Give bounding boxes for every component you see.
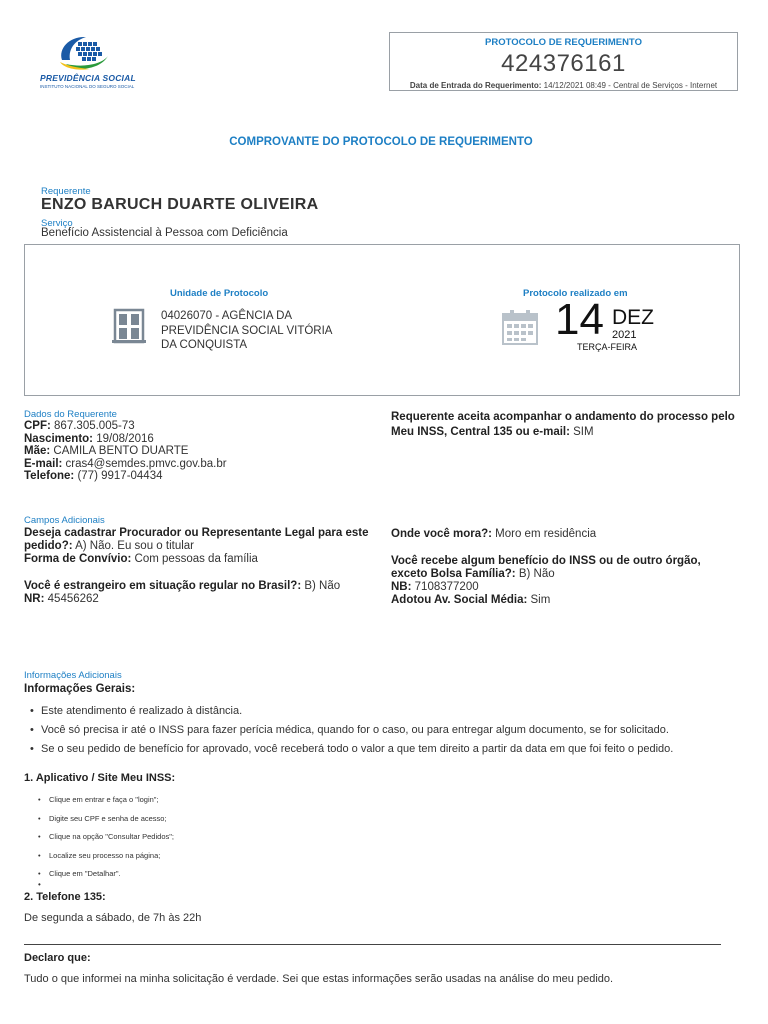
- q1-label: pedido?:: [24, 540, 73, 552]
- unit-label: Unidade de Protocolo: [170, 288, 269, 299]
- phone-label: Telefone:: [24, 470, 75, 482]
- extra-left-block: [24, 527, 369, 606]
- list-item: • Localize seu processo na página;: [36, 847, 174, 866]
- q1-line-2: [24, 540, 369, 553]
- q4-row: [24, 593, 369, 606]
- info-section: Informações Adicionais: [24, 670, 122, 681]
- app-info-label: 1. Aplicativo / Site Meu INSS:: [24, 772, 176, 784]
- building-icon: [112, 308, 146, 344]
- previdencia-emblem-icon: [56, 34, 112, 72]
- accepts-line-2: [391, 425, 735, 440]
- protocol-month: DEZ: [612, 306, 654, 329]
- protocol-date-label: Protocolo realizado em: [523, 288, 628, 299]
- requester-name: ENZO BARUCH DUARTE OLIVEIRA: [41, 196, 319, 213]
- declaration-text: Tudo o que informei na minha solicitação é verdade. Sei que estas informações serão usadas na análise do meu pedido.: [24, 973, 614, 985]
- email-value: cras4@semdes.pmvc.gov.ba.br: [62, 457, 227, 470]
- cpf-row: [24, 420, 227, 433]
- accepts-block: [391, 410, 735, 439]
- divider: [24, 944, 721, 945]
- q1-value: A) Não. Eu sou o titular: [72, 540, 194, 552]
- phone-row: [24, 470, 227, 483]
- protocol-label: PROTOCOLO DE REQUERIMENTO: [485, 37, 642, 48]
- calendar-icon: [501, 308, 539, 346]
- requester-data-section: Dados do Requerente: [24, 409, 117, 420]
- q6-value: B) Não: [515, 568, 555, 580]
- q3-label: Você é estrangeiro em situação regular no Brasil?:: [24, 580, 302, 592]
- entry-date: [390, 81, 737, 90]
- app-info-list: [36, 791, 174, 884]
- birth-row: [24, 433, 227, 446]
- mother-label: Mãe:: [24, 445, 51, 457]
- protocol-day: 14: [555, 295, 604, 344]
- unit-address: [161, 309, 332, 353]
- general-info-label: Informações Gerais:: [24, 683, 136, 695]
- q2-value: Com pessoas da família: [131, 553, 258, 565]
- email-label: E-mail:: [24, 457, 63, 470]
- q8-value: Sim: [527, 594, 551, 606]
- phone-info-label: 2. Telefone 135:: [24, 891, 106, 903]
- declaration-label: Declaro que:: [24, 952, 91, 964]
- page-title: COMPROVANTE DO PROTOCOLO DE REQUERIMENTO: [229, 136, 533, 148]
- q3-row: [24, 580, 369, 593]
- q7-label: NB:: [391, 581, 412, 593]
- q6-label: exceto Bolsa Família?:: [391, 568, 516, 580]
- accepts-label: Meu INSS, Central 135 ou e-mail:: [391, 425, 570, 438]
- birth-value: 19/08/2016: [93, 432, 154, 445]
- birth-label: Nascimento:: [24, 432, 94, 445]
- unit-line-2: PREVIDÊNCIA SOCIAL VITÓRIA: [161, 324, 333, 337]
- email-row: [24, 458, 227, 471]
- cpf-label: CPF:: [24, 420, 51, 432]
- q3-value: B) Não: [301, 580, 341, 592]
- q1-line-1: Deseja cadastrar Procurador ou Representante Legal para este: [24, 527, 369, 539]
- protocol-weekday: TERÇA-FEIRA: [577, 342, 638, 352]
- mother-row: [24, 445, 227, 458]
- entry-date-value: 14/12/2021 08:49 - Central de Serviços - Internet: [541, 81, 718, 90]
- general-info-list: [28, 702, 673, 759]
- list-item: • Clique em "Detalhar".: [36, 865, 174, 884]
- phone-value: (77) 9917-04434: [74, 470, 163, 482]
- logo-subtitle: INSTITUTO NACIONAL DO SEGURO SOCIAL: [40, 84, 135, 89]
- q6-line-1: Você recebe algum benefício do INSS ou de outro órgão,: [391, 555, 701, 567]
- protocol-unit-box: [24, 244, 740, 396]
- cpf-value: 867.305.005-73: [50, 420, 135, 432]
- q8-row: [391, 594, 701, 607]
- list-item: • Você só precisa ir até o INSS para fazer perícia médica, quando for o caso, ou para entregar algum documento, se for solicitado.: [28, 721, 673, 740]
- q5-value: Moro em residência: [491, 528, 597, 540]
- previdencia-social-logo: [40, 32, 136, 94]
- protocol-box: [389, 32, 738, 91]
- list-item: • Este atendimento é realizado à distância.: [28, 702, 673, 721]
- list-item: • Digite seu CPF e senha de acesso;: [36, 810, 174, 829]
- phone-info-text: De segunda a sábado, de 7h às 22h: [24, 912, 202, 924]
- q7-value: 7108377200: [411, 581, 479, 593]
- q6-line-2: [391, 568, 701, 581]
- empty-bullet: •: [38, 880, 41, 889]
- q7-row: [391, 581, 701, 594]
- logo-brand: PREVIDÊNCIA SOCIAL: [40, 73, 136, 83]
- protocol-number: 424376161: [501, 50, 626, 77]
- protocol-year: 2021: [612, 329, 637, 341]
- extra-right-block: [391, 528, 701, 607]
- extra-section: Campos Adicionais: [24, 515, 105, 526]
- q2-row: [24, 553, 369, 566]
- accepts-value: SIM: [569, 425, 594, 438]
- q4-value: 45456262: [44, 593, 99, 605]
- service-value: Benefício Assistencial à Pessoa com Deficiência: [41, 227, 288, 239]
- list-item: • Se o seu pedido de benefício for aprovado, você receberá todo o valor a que tem direito a partir da data em que foi feito o pedido.: [28, 740, 673, 759]
- q5-label: Onde você mora?:: [391, 528, 492, 540]
- q8-label: Adotou Av. Social Média:: [391, 594, 528, 606]
- service-label: Serviço: [41, 218, 73, 229]
- mother-value: CAMILA BENTO DUARTE: [50, 445, 189, 457]
- q5-row: [391, 528, 701, 541]
- q4-label: NR:: [24, 593, 45, 605]
- entry-date-label: Data de Entrada do Requerimento:: [409, 81, 542, 90]
- list-item: • Clique na opção "Consultar Pedidos";: [36, 828, 174, 847]
- unit-line-3: DA CONQUISTA: [161, 339, 248, 351]
- requester-label: Requerente: [41, 186, 91, 197]
- requester-data-block: [24, 420, 227, 483]
- q2-label: Forma de Convívio:: [24, 553, 132, 565]
- unit-line-1: 04026070 - AGÊNCIA DA: [161, 310, 293, 322]
- list-item: • Clique em entrar e faça o "login";: [36, 791, 174, 810]
- accepts-line-1: Requerente aceita acompanhar o andamento do processo pelo: [391, 411, 735, 423]
